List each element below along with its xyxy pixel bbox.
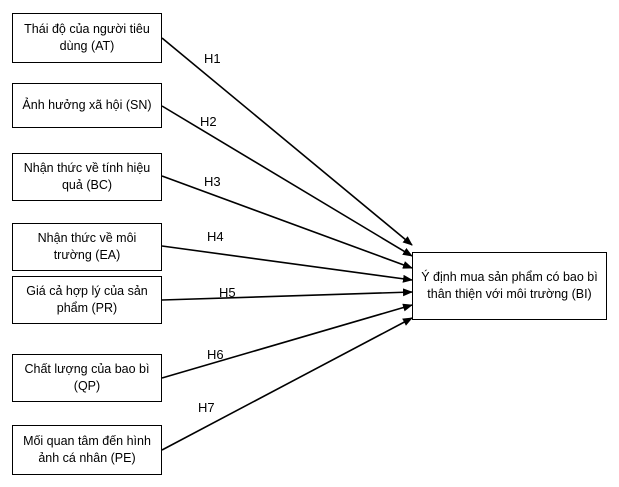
node-qp [12,354,162,402]
edge-label-h2: H2 [200,114,217,129]
edge-label-h7: H7 [198,400,215,415]
edge-qp-bi [162,305,412,378]
node-at-label: Thái độ của người tiêu dùng (AT) [24,22,150,53]
node-pe-label: Mối quan tâm đến hình ảnh cá nhân (PE) [23,434,151,465]
node-bi [412,252,607,320]
node-pr [12,276,162,324]
edge-label-h3: H3 [204,174,221,189]
node-pe [12,425,162,475]
edge-pr-bi [162,292,412,300]
edge-at-bi [162,38,412,245]
node-sn-label: Ảnh hưởng xã hội (SN) [22,98,152,113]
edge-label-h6: H6 [207,347,224,362]
node-at [12,13,162,63]
node-qp-label: Chất lượng của bao bì (QP) [24,362,150,393]
node-bc [12,153,162,201]
edge-pe-bi [162,318,412,450]
node-sn [12,83,162,128]
node-bc-label: Nhận thức về tính hiệu quả (BC) [23,161,151,192]
node-ea [12,223,162,271]
node-ea-label: Nhận thức về môi trường (EA) [37,231,137,262]
node-bi-label: Ý định mua sản phẩm có bao bì thân thiện với môi trường (BI) [421,270,598,301]
edge-bc-bi [162,176,412,268]
node-pr-label: Giá cả hợp lý của sản phẩm (PR) [26,284,148,315]
edge-label-h4: H4 [207,229,224,244]
edge-label-h1: H1 [204,51,221,66]
edge-ea-bi [162,246,412,280]
edge-label-h5: H5 [219,285,236,300]
